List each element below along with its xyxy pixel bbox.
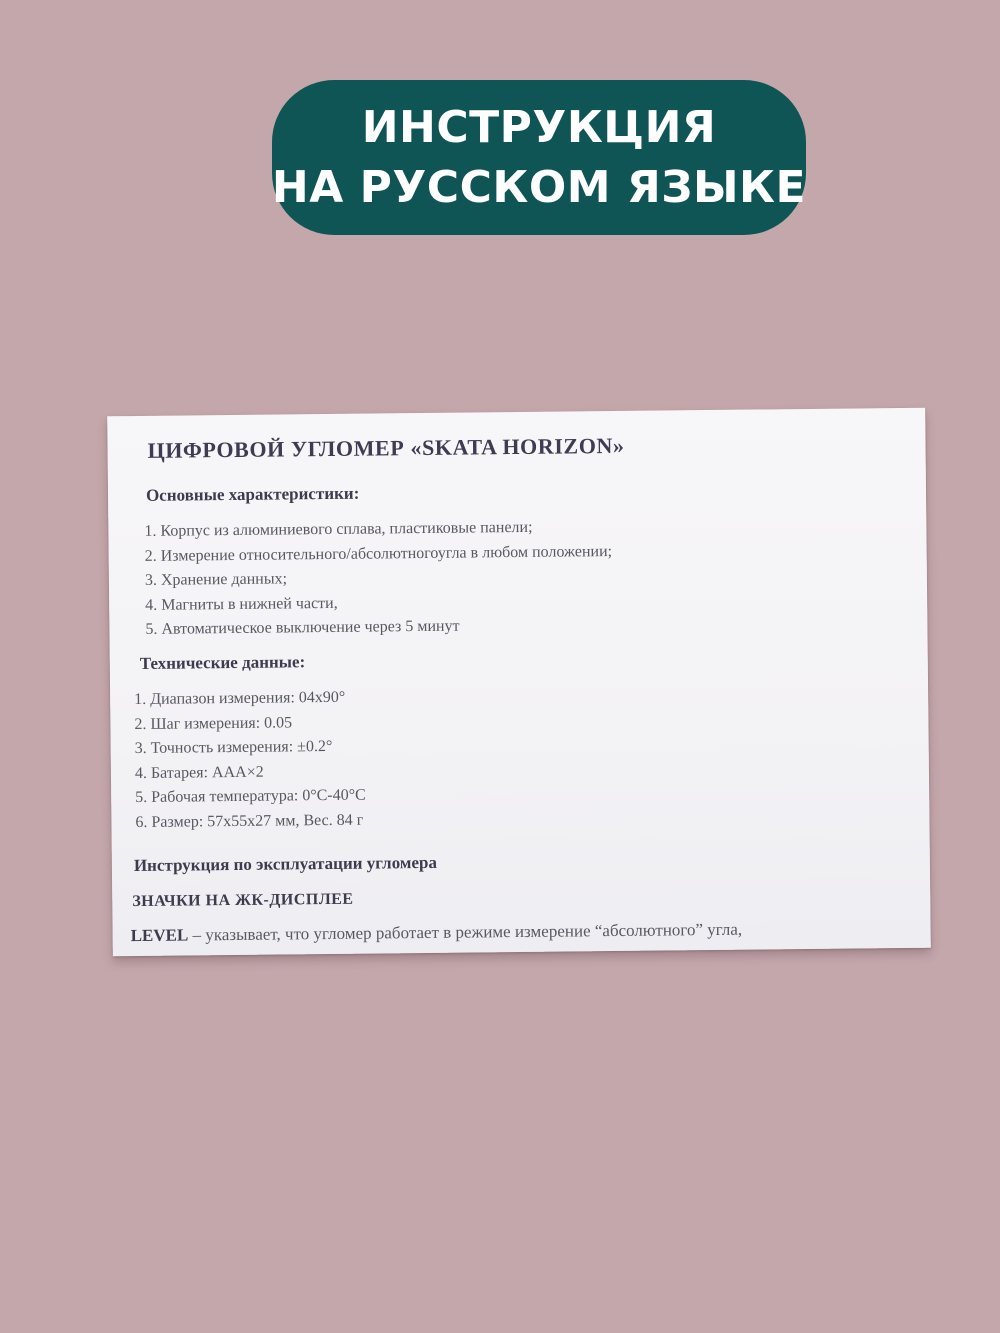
level-term: LEVEL (130, 925, 189, 946)
banner-line-1: ИНСТРУКЦИЯ (361, 101, 717, 153)
lcd-heading: ЗНАЧКИ НА ЖК-ДИСПЛЕЕ (132, 890, 354, 911)
tech-heading: Технические данные: (139, 652, 306, 673)
instructions-heading: Инструкция по эксплуатации угломера (133, 852, 437, 876)
level-text: – указывает, что угломер работает в режиме измерение “абсолютного” угла, (188, 919, 743, 945)
list-item: 1. Корпус из алюминиевого сплава, пластиковые панели; (144, 518, 533, 540)
list-item: 6. Размер: 57х55х27 мм, Вес. 84 г (135, 811, 364, 831)
list-item: 2. Шаг измерения: 0.05 (134, 713, 293, 733)
features-heading: Основные характеристики: (145, 483, 360, 505)
level-description (131, 920, 743, 946)
instruction-banner (272, 80, 806, 235)
list-item: 5. Автоматическое выключение через 5 минут (145, 617, 460, 639)
list-item: 5. Рабочая температура: 0°C-40°C (135, 786, 366, 807)
instruction-sheet (107, 408, 931, 957)
banner-line-2: НА РУССКОМ ЯЗЫКЕ (271, 161, 807, 213)
list-item: 2. Измерение относительного/абсолютногоугла в любом положении; (144, 542, 613, 565)
list-item: 1. Диапазон измерения: 04х90° (134, 688, 346, 709)
features-list (144, 515, 613, 643)
list-item: 4. Магниты в нижней части, (145, 594, 338, 614)
tech-list (134, 686, 366, 836)
list-item: 4. Батарея: AAA×2 (134, 763, 264, 782)
list-item: 3. Точность измерения: ±0.2° (134, 738, 333, 758)
document-title: ЦИФРОВОЙ УГЛОМЕР «SKATA HORIZON» (147, 432, 625, 463)
list-item: 3. Хранение данных; (144, 570, 288, 590)
